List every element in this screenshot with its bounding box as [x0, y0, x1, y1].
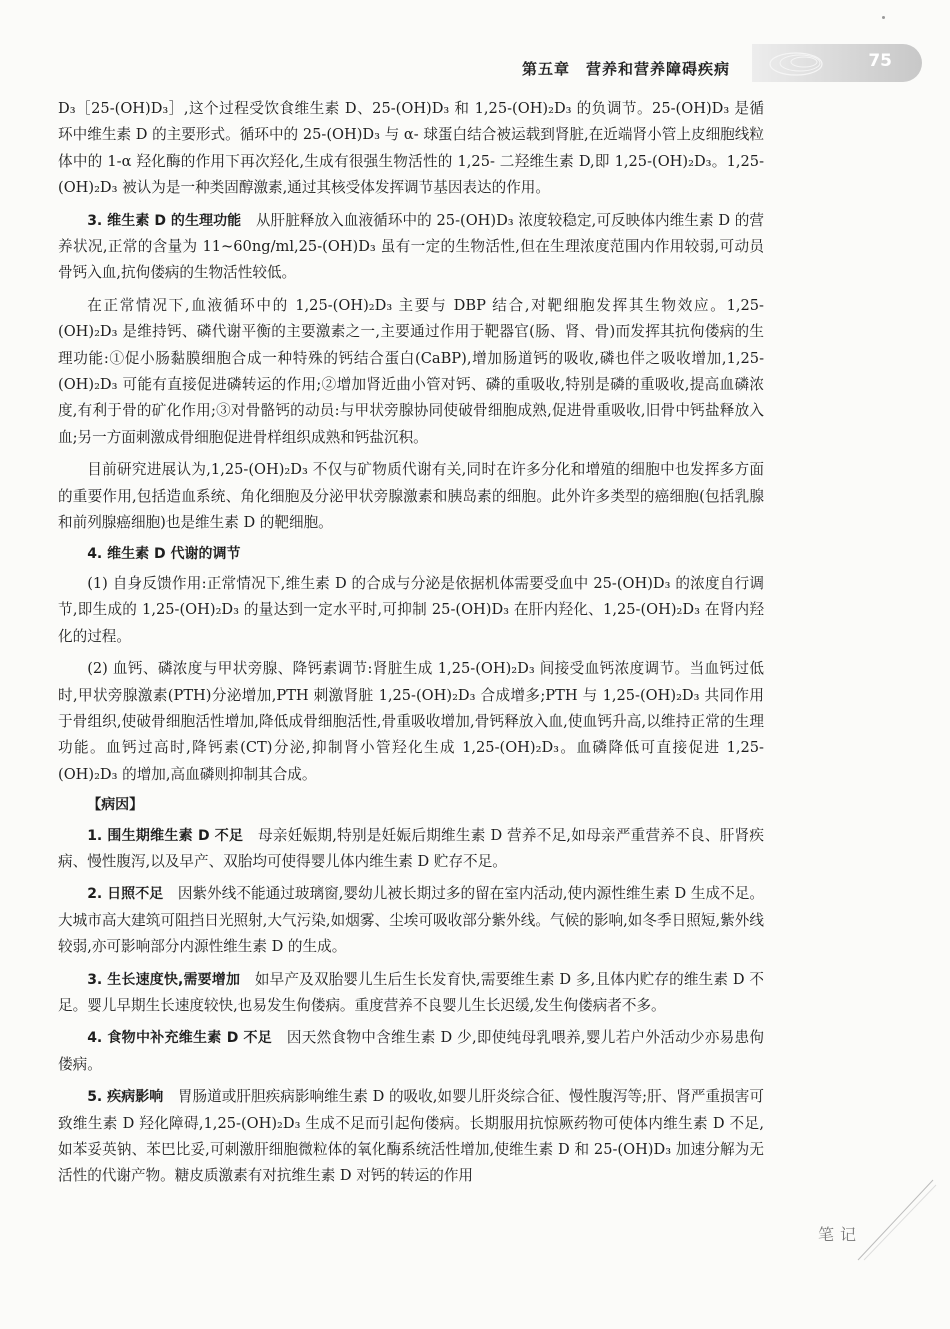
section-heading: 5. 疾病影响	[87, 1089, 164, 1106]
paragraph: (2) 血钙、磷浓度与甲状旁腺、降钙素调节:肾脏生成 1,25-(OH)₂D₃ 间接受血钙浓度调节。当血钙过低时,甲状旁腺激素(PTH)分泌增加,PTH 刺激肾脏 1,25-(OH)₂D₃ 合成增多;PTH 与 1,25-(OH)₂D₃ 共同作用于骨组织,使破骨细胞活性增加,降低成骨细胞活性,骨重吸收增加,骨钙释放入血,使血钙升高,以维持正常的生理功能。血钙过高时,降钙素(CT)分泌,抑制肾小管羟化生成 1,25-(OH)₂D₃。血磷降低可直接促进 1,25-(OH)₂D₃ 的增加,高血磷则抑制其合成。	[58, 660, 764, 783]
paragraph-text: 胃肠道或肝胆疾病影响维生素 D 的吸收,如婴儿肝炎综合征、慢性腹泻等;肝、肾严重损害可致维生素 D 羟化障碍,1,25-(OH)₂D₃ 生成不足而引起佝偻病。长期服用抗惊厥药物可使体内维生素 D 不足,如苯妥英钠、苯巴比妥,可刺激肝细胞微粒体的氧化酶系统活性增加,使维生素 D 和 25-(OH)D₃ 加速分解为无活性的代谢产物。糖皮质激素有对抗维生素 D 对钙的转运的作用	[58, 1088, 764, 1185]
notes-label: 笔记	[818, 1225, 863, 1244]
paragraph: (1) 自身反馈作用:正常情况下,维生素 D 的合成与分泌是依据机体需要受血中 25-(OH)D₃ 的浓度自行调节,即生成的 1,25-(OH)₂D₃ 的量达到一定水平时,可抑制 25-(OH)D₃ 在肝内羟化、1,25-(OH)₂D₃ 在肾内羟化的过程。	[58, 574, 764, 645]
section-heading: 4. 食物中补充维生素 D 不足	[87, 1030, 273, 1047]
paragraph-text: 因天然食物中含维生素 D 少,即使纯母乳喂养,婴儿若户外活动少亦易患佝偻病。	[58, 1029, 764, 1073]
paragraph	[58, 541, 764, 567]
paragraph-text: 母亲妊娠期,特别是妊娠后期维生素 D 营养不足,如母亲严重营养不良、肝肾疾病、慢性腹泻,以及早产、双胎均可使得婴儿体内维生素 D 贮存不足。	[58, 826, 764, 870]
chapter-title: 第五章 营养和营养障碍疾病	[521, 60, 730, 78]
notes-divider-line	[848, 1175, 938, 1265]
paragraph: 在正常情况下,血液循环中的 1,25-(OH)₂D₃ 主要与 DBP 结合,对靶细胞发挥其生物效应。1,25-(OH)₂D₃ 是维持钙、磷代谢平衡的主要激素之一,主要通过作用于靶器官(肠、肾、骨)而发挥其抗佝偻病的生理功能:①促小肠黏膜细胞合成一种特殊的钙结合蛋白(CaBP),增加肠道钙的吸收,磷也伴之吸收增加,1,25-(OH)₂D₃ 可能有直接促进磷转运的作用;②增加肾近曲小管对钙、磷的重吸收,特别是磷的重吸收,提高血磷浓度,有利于骨的矿化作用;③对骨骼钙的动员:与甲状旁腺协同使破骨细胞成熟,促进骨重吸收,旧骨中钙盐释放入血;另一方面刺激成骨细胞促进骨样组织成熟和钙盐沉积。	[58, 296, 764, 446]
paragraph	[58, 823, 764, 876]
section-heading: 1. 围生期维生素 D 不足	[87, 827, 244, 844]
paragraph	[58, 881, 764, 960]
paragraph	[58, 1025, 764, 1078]
paragraph	[58, 208, 764, 287]
section-heading: 【病因】	[87, 797, 144, 814]
paragraph: 目前研究进展认为,1,25-(OH)₂D₃ 不仅与矿物质代谢有关,同时在许多分化和增殖的细胞中也发挥多方面的重要作用,包括造血系统、角化细胞及分泌甲状旁腺激素和胰岛素的细胞。此外许多类型的癌细胞(包括乳腺和前列腺癌细胞)也是维生素 D 的靶细胞。	[58, 461, 764, 532]
section-heading: 2. 日照不足	[87, 886, 164, 903]
section-heading: 3. 维生素 D 的生理功能	[87, 212, 242, 229]
paragraph-text: 因紫外线不能通过玻璃窗,婴幼儿被长期过多的留在室内活动,使内源性维生素 D 生成不足。大城市高大建筑可阻挡日光照射,大气污染,如烟雾、尘埃可吸收部分紫外线。气候的影响,如冬季日照短,紫外线较弱,亦可影响部分内源性维生素 D 的生成。	[58, 885, 764, 956]
paragraph: D₃［25-(OH)D₃］,这个过程受饮食维生素 D、25-(OH)D₃ 和 1,25-(OH)₂D₃ 的负调节。25-(OH)D₃ 是循环中维生素 D 的主要形式。循环中的 25-(OH)D₃ 与 α- 球蛋白结合被运载到肾脏,在近端肾小管上皮细胞线粒体中的 1-α 羟化酶的作用下再次羟化,生成有很强生物活性的 1,25- 二羟维生素 D,即 1,25-(OH)₂D₃。1,25-(OH)₂D₃ 被认为是一种类固醇激素,通过其核受体发挥调节基因表达的作用。	[58, 100, 764, 197]
paragraph	[58, 792, 764, 818]
swirl-ornament-icon	[766, 48, 836, 78]
page-number: 75	[868, 51, 892, 71]
section-heading: 3. 生长速度快,需要增加	[87, 971, 241, 988]
page-number-tab	[752, 44, 922, 82]
section-heading: 4. 维生素 D 代谢的调节	[87, 545, 241, 562]
paragraph-text: 从肝脏释放入血液循环中的 25-(OH)D₃ 浓度较稳定,可反映体内维生素 D 的营养状况,正常的含量为 11~60ng/ml,25-(OH)D₃ 虽有一定的生物活性,但在生理浓度范围内作用较弱,可动员骨钙入血,抗佝偻病的生物活性较低。	[58, 211, 764, 282]
paragraph-text: 如早产及双胎婴儿生后生长发育快,需要维生素 D 多,且体内贮存的维生素 D 不足。婴儿早期生长速度较快,也易发生佝偻病。重度营养不良婴儿生长迟缓,发生佝偻病者不多。	[58, 970, 764, 1014]
page-header	[0, 44, 950, 84]
paragraph	[58, 1084, 764, 1190]
body-text	[58, 96, 764, 1190]
speck	[882, 16, 885, 19]
paragraph	[58, 967, 764, 1020]
